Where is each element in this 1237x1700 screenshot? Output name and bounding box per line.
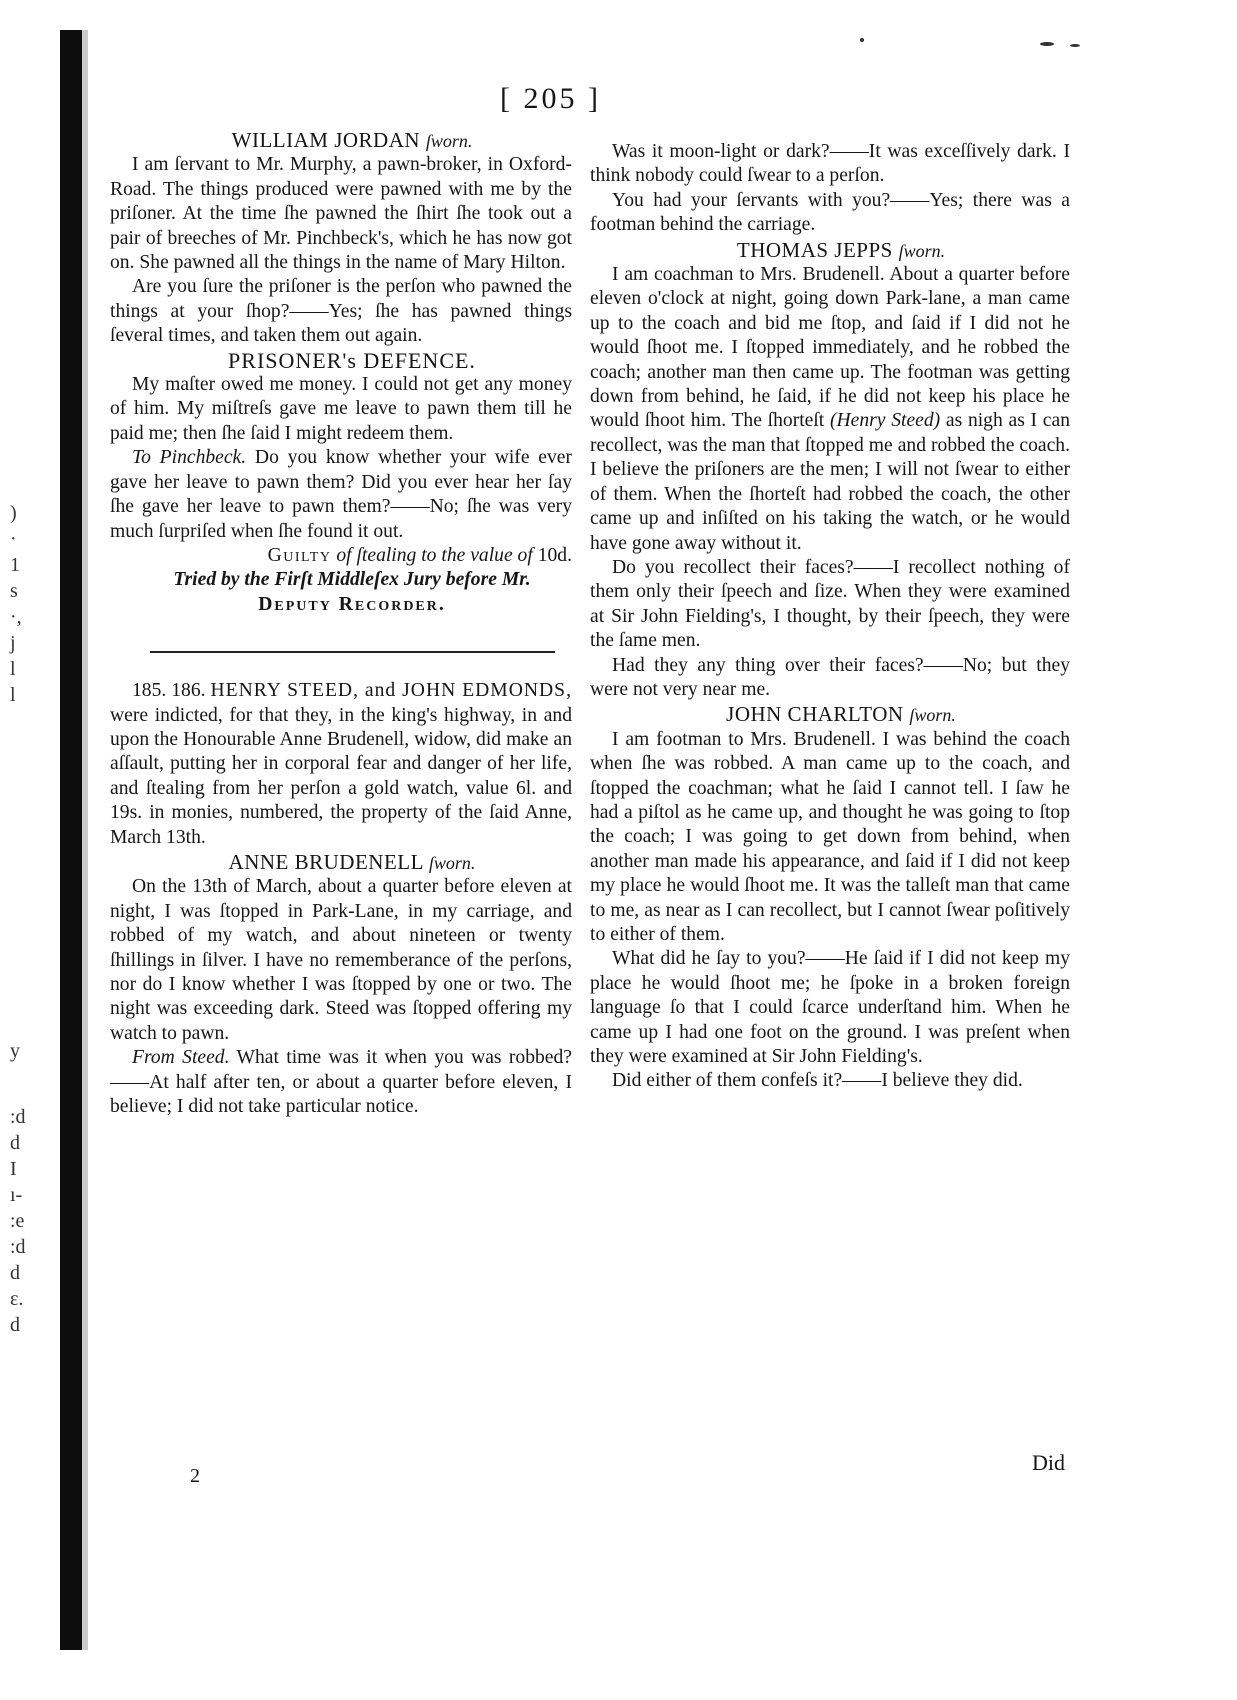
jepps-cover-question: Had they any thing over their faces?——No; but they were not very near me. <box>590 654 1070 700</box>
charlton-confess-question: Did either of them confeſs it?——I believe they did. <box>612 1070 1023 1092</box>
book-binding-shadow <box>60 30 82 1650</box>
witness-heading-jepps: THOMAS JEPPS ſworn. <box>736 237 946 262</box>
signature-mark: 2 <box>190 1465 200 1487</box>
witness-heading-jordan: WILLIAM JORDAN ſworn. <box>231 128 473 152</box>
jury-note: Tried by the Firſt Middleſex Jury before Mr. Deputy Recorder. <box>173 569 531 615</box>
charlton-say-question: What did he ſay to you?——He ſaid if I did not keep my place he would ſhoot me; he ſpoke in a broken foreign language ſo that I could ſcarce underſtand him. When he came up I had one foot on the ground. I was preſent when they were examined at Sir John Fielding's. <box>590 948 1070 1068</box>
scan-speck <box>1070 44 1080 47</box>
jordan-testimony: I am ſervant to Mr. Murphy, a pawn-broker, in Oxford-Road. The things produced were pawned with me by the priſoner. At the time ſhe pawned the ſhirt ſhe took out a pair of breeches of Mr. Pinchbeck's, which he has now got on. She pawned all the things in the name of Mary Hilton. <box>110 154 572 274</box>
defence-question: To Pinchbeck. Do you know whether your wife ever gave her leave to pawn them? Did you ever hear her ſay ſhe gave her leave to pawn them?——No; ſhe was very much ſurpriſed when ſhe found it out. <box>110 447 572 542</box>
brudenell-dark-question: Was it moon-light or dark?——It was exceſſively dark. I think nobody could ſwear to a perſon. <box>590 141 1070 187</box>
jepps-testimony: I am coachman to Mrs. Brudenell. About a quarter before eleven o'clock at night, going down Park-lane, a man came up to the coach and bid me ſtop, and ſaid if I did not he would ſhoot me. I ſtopped immediately, and he robbed the coach; another man then came up. The footman was getting down from behind, he ſaid, if he did not keep his place he would ſhoot him. The ſhorteſt (Henry Steed) as nigh as I can recollect, was the man that ſtopped me and robbed the coach. I believe the priſoners are the men; I will not ſwear to either of them. When the ſhorteſt had robbed the coach, the other came up and inſiſted on his taking the watch, or he would have gone away without it. <box>590 264 1070 554</box>
charlton-testimony: I am footman to Mrs. Brudenell. I was behind the coach when ſhe was robbed. A man came up to the coach, and ſtopped the coachman; what he ſaid I cannot tell. I ſaw he had a piſtol as he came up, and thought he was going to ſtop the coach; I was going to get down from behind, when another man made his appearance, and ſaid if I did not keep my place he would ſhoot me. It was the talleſt man that came to me, as near as I can recollect, but I cannot ſwear poſitively to either of them. <box>590 728 1070 945</box>
catchword: Did <box>1032 1450 1065 1475</box>
brudenell-servants-question: You had your ſervants with you?——Yes; there was a footman behind the carriage. <box>590 189 1070 236</box>
left-column <box>110 128 572 1119</box>
scan-speck <box>1040 42 1054 46</box>
jepps-faces-question: Do you recollect their faces?——I recollect nothing of them only their ſpeech and ſize. When they were examined at Sir John Fielding's, I thought, by their ſpeech, they were the ſame men. <box>590 556 1070 652</box>
defence-heading: PRISONER's DEFENCE. <box>228 347 476 373</box>
margin-gutter-fragments: ) · 1 s ·, j l l y :d d I ı- :e :d d ε. d <box>10 502 26 1336</box>
brudenell-question: From Steed. What time was it when you was robbed?——At half after ten, or about a quarter before eleven, I believe; I did not take particular notice. <box>110 1047 572 1118</box>
scan-speck <box>860 38 864 42</box>
verdict: Guilty of ſtealing to the value of 10d. <box>267 544 572 566</box>
jordan-question: Are you ſure the priſoner is the perſon who pawned the things at your ſhop?——Yes; ſhe has pawned things ſeveral times, and taken them out again. <box>110 276 572 347</box>
binding-edge <box>82 30 88 1650</box>
case-indictment: 185. 186. HENRY STEED, and JOHN EDMONDS, were indicted, for that they, in the king's highway, in and upon the Honourable Anne Brudenell, widow, did make an aſſault, putting her in corporal fear and danger of her life, and ſtealing from her perſon a gold watch, value 6l. and 19s. in monies, numbered, the property of the ſaid Anne, March 13th. <box>110 680 572 848</box>
witness-heading-brudenell: ANNE BRUDENELL ſworn. <box>228 849 476 874</box>
witness-heading-charlton: JOHN CHARLTON ſworn. <box>726 702 956 727</box>
brudenell-testimony: On the 13th of March, about a quarter before eleven at night, I was ſtopped in Park-Lane, in my carriage, and robbed of my watch, and about nineteen or twenty ſhillings in ſilver. I have no rememberance of the perſons, nor do I know whether I was ſtopped by one or two. The night was exceeding dark. Steed was ſtopped offering my watch to pawn. <box>110 876 572 1044</box>
right-column <box>590 140 1070 1094</box>
page-number: [ 205 ] <box>500 82 601 115</box>
defence-statement: My maſter owed me money. I could not get any money of him. My miſtreſs gave me leave to pawn them till he paid me; then ſhe ſaid I might redeem them. <box>110 374 572 444</box>
section-divider <box>150 651 555 653</box>
